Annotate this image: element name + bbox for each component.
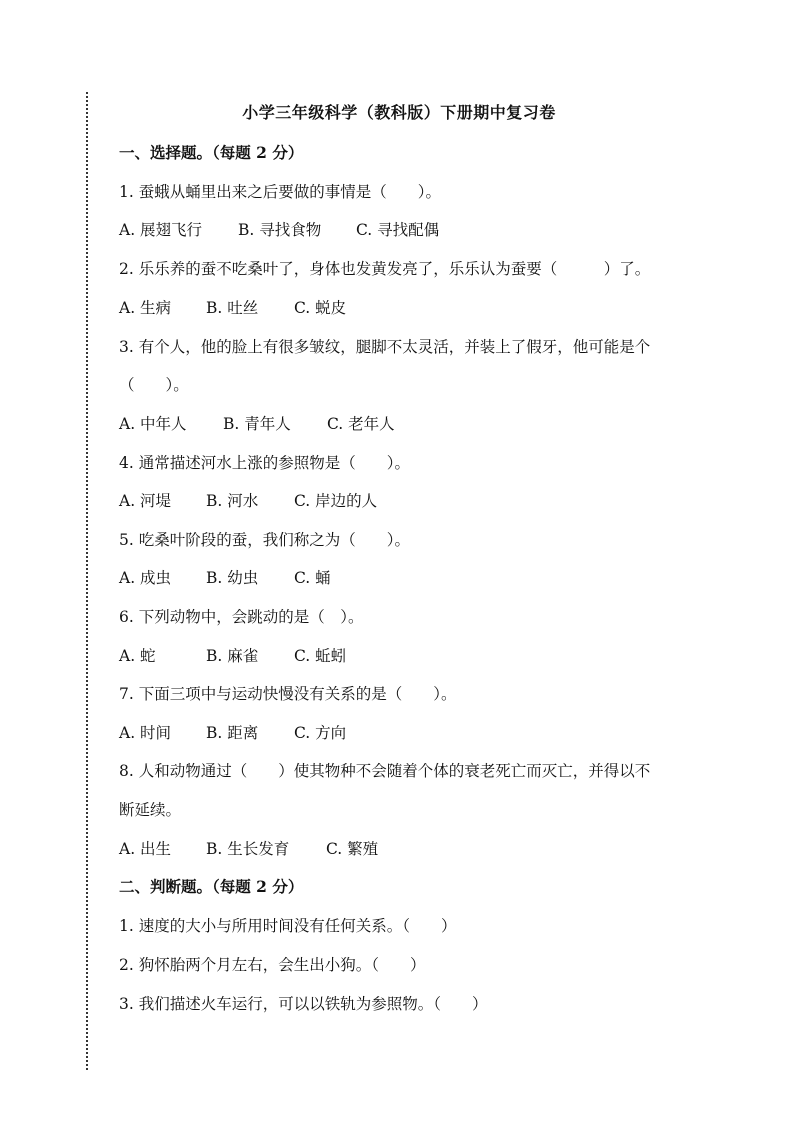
- question-3-stem-continued: （ ）。: [119, 376, 189, 394]
- question-3-stem: 3. 有个人，他的脸上有很多皱纹，腿脚不太灵活，并装上了假牙，他可能是个: [119, 338, 651, 356]
- question-2-option-a[interactable]: A. 生病: [119, 299, 172, 317]
- question-2-option-c[interactable]: C. 蜕皮: [294, 299, 347, 317]
- question-7-option-b[interactable]: B. 距离: [206, 724, 259, 742]
- question-6-option-c[interactable]: C. 蚯蚓: [294, 647, 347, 665]
- question-2-stem: 2. 乐乐养的蚕不吃桑叶了，身体也发黄发亮了，乐乐认为蚕要（ ）了。: [119, 260, 651, 278]
- question-6-stem: 6. 下列动物中，会跳动的是（ ）。: [119, 608, 364, 626]
- question-3-option-c[interactable]: C. 老年人: [327, 415, 395, 433]
- question-1-options: [119, 219, 439, 241]
- question-4-stem: 4. 通常描述河水上涨的参照物是（ ）。: [119, 454, 410, 472]
- question-8-option-a[interactable]: A. 出生: [119, 840, 172, 858]
- question-8-option-c[interactable]: C. 繁殖: [326, 840, 379, 858]
- question-1-option-b[interactable]: B. 寻找食物: [238, 221, 322, 239]
- question-2-options: [119, 297, 346, 319]
- question-8-option-b[interactable]: B. 生长发育: [206, 840, 290, 858]
- question-5-stem: 5. 吃桑叶阶段的蚕，我们称之为（ ）。: [119, 531, 410, 549]
- question-5-option-c[interactable]: C. 蛹: [294, 569, 331, 587]
- question-1-option-c[interactable]: C. 寻找配偶: [356, 221, 440, 239]
- question-7-stem: 7. 下面三项中与运动快慢没有关系的是（ ）。: [119, 685, 457, 703]
- question-2-option-b[interactable]: B. 吐丝: [206, 299, 259, 317]
- question-3-option-a[interactable]: A. 中年人: [119, 415, 187, 433]
- question-4-option-b[interactable]: B. 河水: [206, 492, 259, 510]
- question-7-option-c[interactable]: C. 方向: [294, 724, 347, 742]
- question-5-option-a[interactable]: A. 成虫: [119, 569, 172, 587]
- question-8-stem: 8. 人和动物通过（ ）使其物种不会随着个体的衰老死亡而灭亡，并得以不: [119, 762, 651, 780]
- question-4-option-a[interactable]: A. 河堤: [119, 492, 172, 510]
- question-3-options: [119, 413, 395, 435]
- question-4-option-c[interactable]: C. 岸边的人: [294, 492, 378, 510]
- question-7-option-a[interactable]: A. 时间: [119, 724, 172, 742]
- judgement-item-2: 2. 狗怀胎两个月左右，会生出小狗。（ ）: [119, 956, 426, 974]
- question-6-option-b[interactable]: B. 麻雀: [206, 647, 259, 665]
- question-3-option-b[interactable]: B. 青年人: [223, 415, 291, 433]
- question-8-options: [119, 838, 378, 860]
- question-1-option-a[interactable]: A. 展翅飞行: [119, 221, 203, 239]
- question-4-options: [119, 490, 377, 512]
- question-7-options: [119, 722, 346, 744]
- question-1-stem: 1. 蚕蛾从蛹里出来之后要做的事情是（ ）。: [119, 183, 441, 201]
- question-6-options: [119, 645, 346, 667]
- binding-margin-dotted-line: [86, 92, 88, 1070]
- section-heading-true-false: 二、判断题。（每题 2 分）: [119, 877, 304, 896]
- question-6-option-a[interactable]: A. 蛇: [119, 647, 156, 665]
- question-8-stem-continued: 断延续。: [119, 801, 182, 819]
- page-title: 小学三年级科学（教科版）下册期中复习卷: [242, 103, 556, 122]
- question-5-option-b[interactable]: B. 幼虫: [206, 569, 259, 587]
- judgement-item-3: 3. 我们描述火车运行，可以以铁轨为参照物。（ ）: [119, 995, 488, 1013]
- question-5-options: [119, 567, 331, 589]
- section-heading-choice: 一、选择题。（每题 2 分）: [119, 143, 304, 162]
- judgement-item-1: 1. 速度的大小与所用时间没有任何关系。（ ）: [119, 917, 457, 935]
